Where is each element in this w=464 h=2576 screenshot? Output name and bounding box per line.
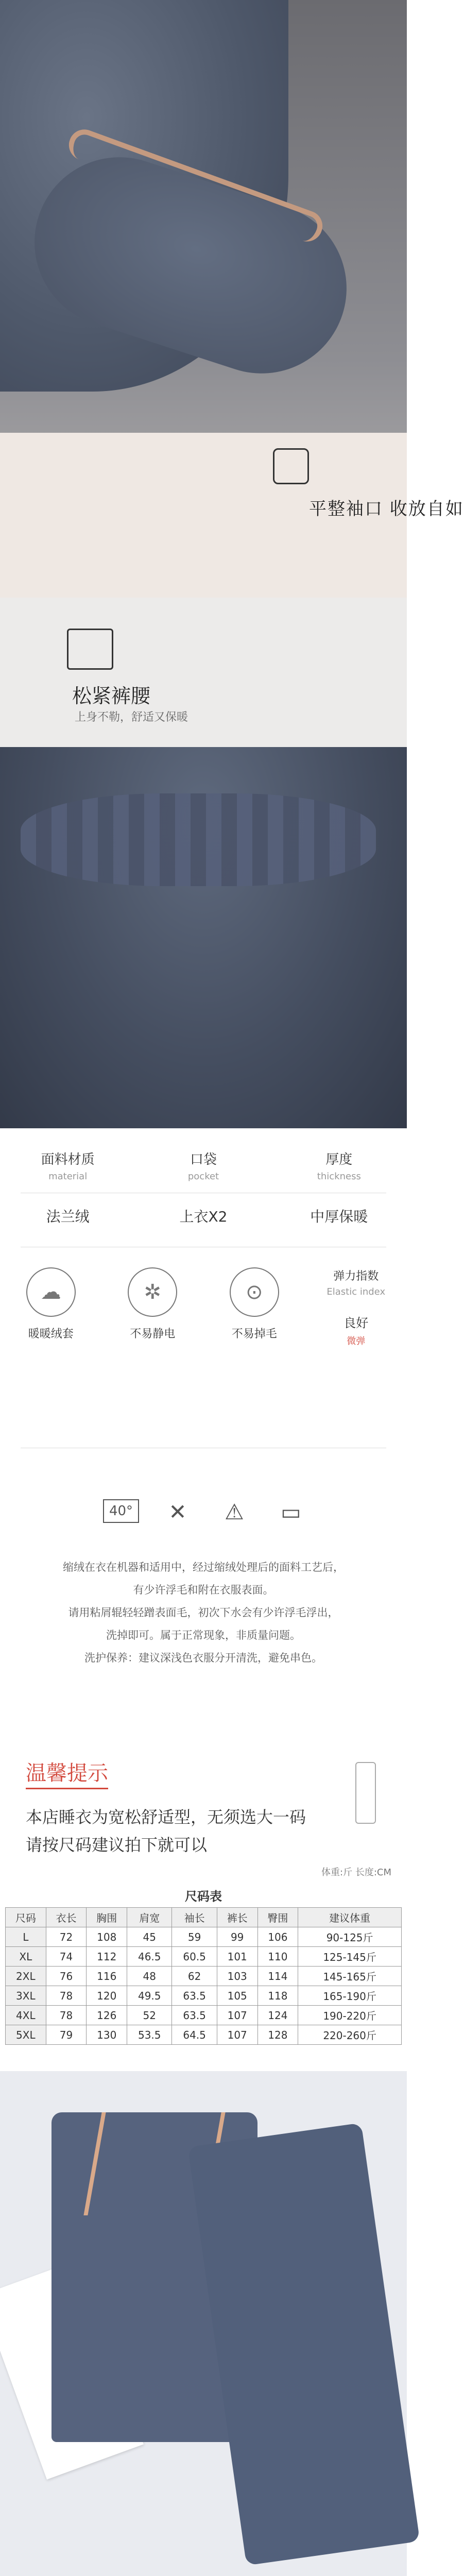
table-cell: 99 [217, 1927, 257, 1947]
table-row [6, 1927, 402, 1947]
col-header: 肩宽 [127, 1908, 172, 1927]
size-tip-text [26, 1803, 306, 1859]
measure-figure-icon [355, 1762, 376, 1824]
table-cell: 90-125斤 [298, 1927, 402, 1947]
waistband-photo [21, 793, 376, 886]
spec-heading: 厚度 [325, 1152, 353, 1167]
no-tumble-dry-icon: ✕ [168, 1499, 187, 1524]
features-row [0, 1267, 407, 1347]
flatlay-photo-section [0, 2071, 407, 2576]
table-cell: 48 [127, 1967, 172, 1986]
feature-label: 不易掉毛 [231, 1328, 277, 1341]
size-tip-line: 本店睡衣为宽松舒适型，无须选大一码 [26, 1807, 306, 1827]
table-cell: 53.5 [127, 2025, 172, 2045]
table-cell: 72 [46, 1927, 87, 1947]
table-cell: 106 [257, 1927, 298, 1947]
size-title-underline [26, 1788, 108, 1789]
warm-icon: ☁ [26, 1267, 76, 1317]
col-header: 袖长 [172, 1908, 217, 1927]
table-cell: 3XL [6, 1986, 46, 2006]
table-cell: 145-165斤 [298, 1967, 402, 1986]
no-static-icon: ✲ [128, 1267, 177, 1317]
table-cell: 101 [217, 1947, 257, 1967]
table-cell: 107 [217, 2006, 257, 2025]
feature-no-static [102, 1267, 204, 1347]
table-cell: 5XL [6, 2025, 46, 2045]
wash-40-icon: 40° [103, 1499, 139, 1523]
spec-thickness [287, 1149, 390, 1182]
size-section [0, 1741, 407, 2071]
table-cell: 63.5 [172, 2006, 217, 2025]
table-cell: 130 [87, 2025, 127, 2045]
iron-icon: ▭ [281, 1499, 301, 1524]
table-cell: 74 [46, 1947, 87, 1967]
spec-heading-en: material [48, 1171, 88, 1182]
size-note-strip [0, 2056, 407, 2071]
spec-value: 上衣X2 [179, 1208, 228, 1225]
table-cell: 79 [46, 2025, 87, 2045]
col-header: 衣长 [46, 1908, 87, 1927]
care-line: 有少许浮毛和附在衣服表面。 [133, 1584, 274, 1596]
table-cell: 60.5 [172, 1947, 217, 1967]
table-cell: 2XL [6, 1967, 46, 1986]
table-cell: 120 [87, 1986, 127, 2006]
table-cell: 190-220斤 [298, 2006, 402, 2025]
care-icons [103, 1499, 309, 1524]
care-line: 请用粘屑辊轻轻蹭表面毛，初次下水会有少许浮毛浮出， [68, 1606, 339, 1619]
spec-heading: 面料材质 [41, 1152, 95, 1167]
col-header: 臀围 [257, 1908, 298, 1927]
pants-icon [67, 629, 113, 670]
size-table-header [6, 1908, 402, 1927]
size-tip-line: 请按尺码建议拍下就可以 [26, 1835, 208, 1855]
size-unit-note: 体重:斤 长度:CM [321, 1867, 391, 1878]
spec-elasticity [305, 1267, 407, 1347]
care-line: 洗护保养：建议深浅色衣服分开清洗，避免串色。 [84, 1652, 322, 1664]
table-cell: 63.5 [172, 1986, 217, 2006]
care-line: 缩绒在衣在机器和适用中，经过缩绒处理后的面料工艺后， [63, 1561, 344, 1573]
table-cell: 103 [217, 1967, 257, 1986]
table-cell: 110 [257, 1947, 298, 1967]
table-cell: 108 [87, 1927, 127, 1947]
spec-material [16, 1149, 119, 1182]
table-row [6, 1947, 402, 1967]
table-cell: 49.5 [127, 1986, 172, 2006]
table-cell: 116 [87, 1967, 127, 1986]
table-cell: XL [6, 1947, 46, 1967]
table-cell: 118 [257, 1986, 298, 2006]
table-row [6, 1967, 402, 1986]
feature-no-shedding [203, 1267, 305, 1347]
spec-pocket [152, 1149, 255, 1182]
size-tip-title: 温馨提示 [26, 1761, 108, 1785]
table-cell: 165-190斤 [298, 1986, 402, 2006]
cuff-icon [273, 448, 309, 484]
table-cell: 126 [87, 2006, 127, 2025]
table-cell: 64.5 [172, 2025, 217, 2045]
spec-values-row [0, 1206, 407, 1226]
size-table [5, 1883, 402, 2045]
spec-value: 中厚保暖 [310, 1208, 368, 1225]
cuff-photo-section [0, 0, 464, 598]
waist-title: 松紧裤腰 [72, 685, 151, 707]
col-header: 建议体重 [298, 1908, 402, 1927]
table-row [6, 2006, 402, 2025]
spec-headings-row [0, 1149, 407, 1182]
table-cell: 4XL [6, 2006, 46, 2025]
size-table-title: 尺码表 [185, 1889, 222, 1904]
elasticity-heading-en: Elastic index [326, 1286, 386, 1297]
table-cell: 46.5 [127, 1947, 172, 1967]
elasticity-scale: 微弹 [347, 1336, 366, 1347]
spec-heading-en: pocket [187, 1171, 219, 1182]
care-line: 洗掉即可。属于正常现象，非质量问题。 [106, 1629, 301, 1641]
table-cell: 220-260斤 [298, 2025, 402, 2045]
col-header: 裤长 [217, 1908, 257, 1927]
table-cell: 78 [46, 2006, 87, 2025]
table-row [6, 2025, 402, 2045]
table-cell: 114 [257, 1967, 298, 1986]
table-cell: 76 [46, 1967, 87, 1986]
table-cell: 105 [217, 1986, 257, 2006]
col-header: 胸围 [87, 1908, 127, 1927]
table-cell: 124 [257, 2006, 298, 2025]
elasticity-heading: 弹力指数 [333, 1270, 379, 1283]
spec-heading: 口袋 [190, 1152, 217, 1167]
waist-photo-section [0, 598, 407, 1128]
table-cell: 45 [127, 1927, 172, 1947]
cuff-caption: 平整袖口 收放自如 [309, 499, 464, 519]
table-cell: 59 [172, 1927, 217, 1947]
elasticity-value: 良好 [343, 1316, 369, 1330]
table-cell: 128 [257, 2025, 298, 2045]
no-bleach-icon: ⚠ [225, 1499, 244, 1524]
table-cell: 78 [46, 1986, 87, 2006]
table-cell: 52 [127, 2006, 172, 2025]
pajama-pants-photo [188, 2123, 420, 2565]
table-row [6, 1986, 402, 2006]
col-header: 尺码 [6, 1908, 46, 1927]
table-cell: 125-145斤 [298, 1947, 402, 1967]
spec-heading-en: thickness [317, 1171, 361, 1182]
feature-label: 暖暖绒套 [28, 1328, 74, 1341]
feature-warm [0, 1267, 102, 1347]
feature-label: 不易静电 [130, 1328, 176, 1341]
care-instructions [31, 1556, 376, 1669]
no-shedding-icon: ⊙ [230, 1267, 279, 1317]
table-cell: 107 [217, 2025, 257, 2045]
waist-subtitle: 上身不勒，舒适又保暖 [75, 711, 188, 724]
spec-value: 法兰绒 [46, 1208, 90, 1225]
table-cell: L [6, 1927, 46, 1947]
specs-section [0, 1128, 407, 1741]
table-cell: 112 [87, 1947, 127, 1967]
table-cell: 62 [172, 1967, 217, 1986]
